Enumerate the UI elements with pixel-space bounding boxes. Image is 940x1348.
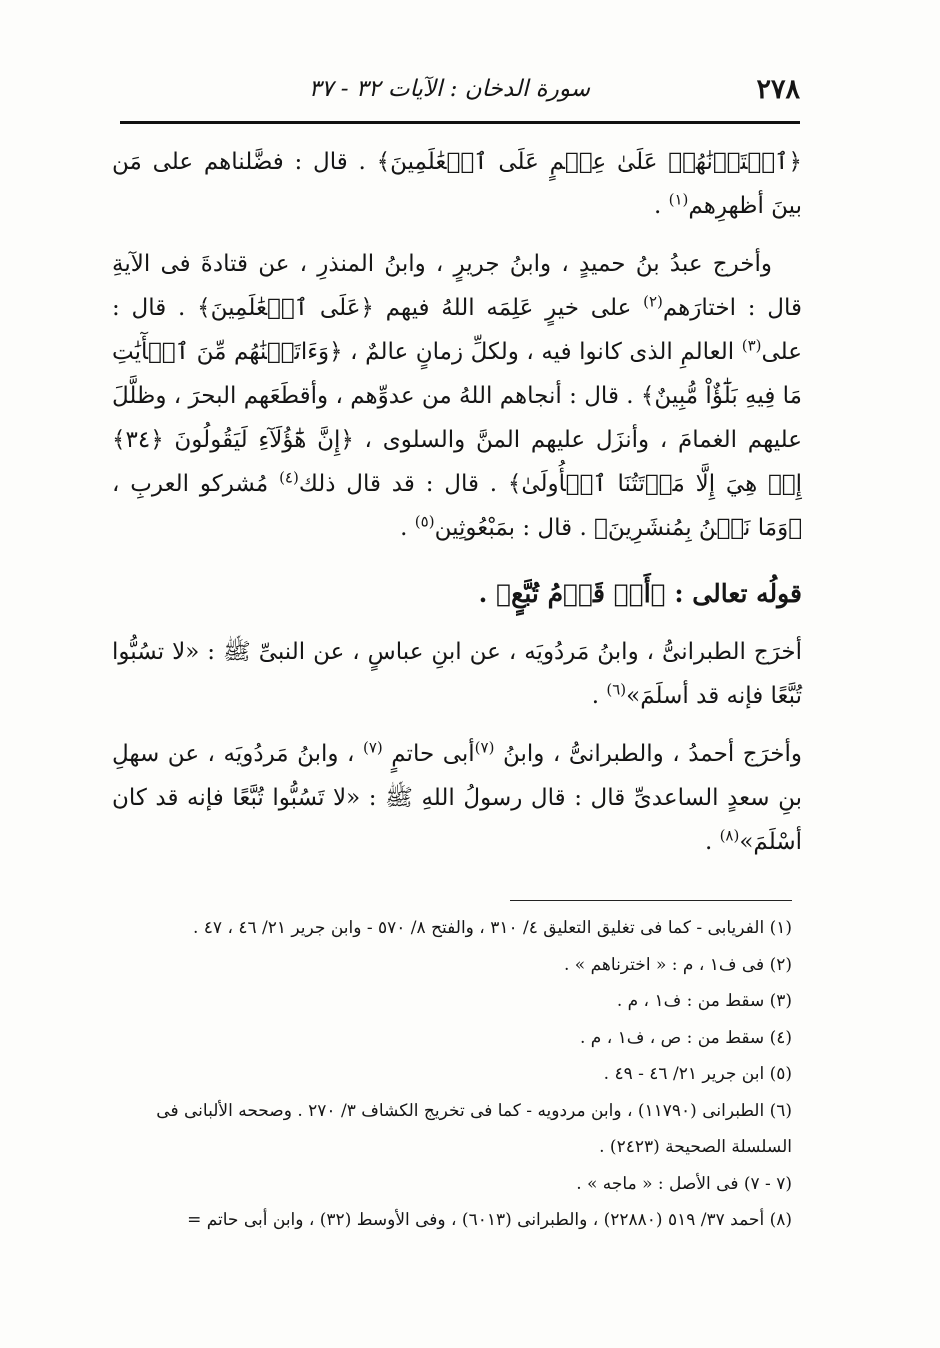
paragraph-3: [112, 630, 802, 718]
footnote-ref-1[interactable]: (١): [668, 190, 689, 209]
paragraph-4-text-c: ، وابنُ مَردُويَه ، عن سهلِ بنِ سعدٍ الساعدىِّ قال : قال رسولُ اللهِ ﷺ : «لا تَسُبُّوا تُبَّعًا فإنه قد كان أسْلَمَ»: [112, 741, 802, 855]
paragraph-4-end: .: [704, 829, 720, 855]
footnote-7: (٧ - ٧) فى الأصل : « ماجه » .: [576, 1173, 792, 1194]
paragraph-2-end: .: [400, 515, 415, 541]
footnote-1: (١) الفريابى - كما فى تغليق التعليق ٤/ ٣١٠ ، والفتح ٨/ ٥٧٠ - وابن جرير ٢١/ ٤٦ ، ٤٧ .: [192, 918, 792, 938]
main-text: [112, 140, 802, 864]
footnote-ref-2[interactable]: (٢): [643, 292, 663, 311]
paragraph-1-end: .: [654, 193, 669, 219]
footnote-2: (٢) فى ف١ ، م : « اخترناهم » .: [564, 954, 792, 975]
paragraph-4: [112, 732, 802, 864]
paragraph-2: [112, 242, 802, 550]
footnote-6: (٦) الطبرانى (١١٧٩٠) ، وابن مردويه - كما فى تخريج الكشاف ٣/ ٢٧٠ . وصححه الألبانى فى: [156, 1100, 792, 1121]
running-header: [120, 70, 800, 120]
paragraph-2-text-d: مُشركو العربِ ، ﴿وَمَا نَحۡنُ بِمُنشَرِينَ﴾ . قال : بمَبْعُوثِين: [112, 471, 802, 541]
paragraph-1: [112, 140, 802, 228]
footnotes: [120, 910, 792, 1239]
heading-verse: ﴿أَمۡ قَوۡمُ تُبَّعٍ﴾: [496, 579, 666, 608]
footnote-8: (٨) أحمد ٣٧/ ٥١٩ (٢٢٨٨٠) ، والطبرانى (٦٠١٣) ، وفى الأوسط (٣٢) ، وابن أبى حاتم =: [187, 1210, 792, 1230]
footnote-5: (٥) ابن جرير ٢١/ ٤٦ - ٤٩ .: [603, 1064, 792, 1084]
footnote-ref-5[interactable]: (٥): [414, 512, 435, 531]
heading-label: قولُه تعالى :: [665, 579, 802, 608]
heading-end: .: [478, 579, 497, 608]
paragraph-2-text-b: على خيرٍ عَلِمَه اللهُ فيهم ﴿عَلَى ٱلۡعَٰلَمِينَ﴾ . قال : على: [112, 295, 802, 365]
paragraph-4-text-a: وأخرَج أحمدُ ، والطبرانىُّ ، وابنُ: [494, 741, 802, 767]
footnote-3: (٣) سقط من : ف١ ، م .: [616, 991, 792, 1011]
header-rule: [120, 121, 800, 124]
paragraph-3-text: أخرَج الطبرانىُّ ، وابنُ مَردُويَه ، عن ابنِ عباسٍ ، عن النبىِّ ﷺ : «لا تسُبُّوا تُبَّعًا فإنه قد أسلَمَ»: [112, 639, 802, 709]
section-heading: [112, 572, 802, 616]
paragraph-3-end: .: [591, 683, 607, 709]
paragraph-2-text-c: العالمِ الذى كانوا فيه ، ولكلِّ زمانٍ عالمٌ ، ﴿وَءَاتَيۡنَٰهُم مِّنَ ٱلۡأٓيَٰتِ مَا فِيهِ بَلَٰٓؤٌاْ مُّبِينٌ﴾ . قال : أنجاهم اللهُ من عدوِّهم ، وأقطَعَهم البحرَ ، وظلَّلَ عليهم الغمامَ ، وأنزَل عليهم المنَّ والسلوى ، ﴿إِنَّ هَٰٓؤُلَآءِ لَيَقُولُونَ ﴿٣٤﴾ إِنۡ هِيَ إِلَّا مَوۡتَتُنَا ٱلۡأُولَىٰ﴾ . قال : قد قال ذلك: [112, 339, 802, 497]
footnote-ref-8[interactable]: (٨): [719, 826, 740, 845]
running-title: سورة الدخان : الآيات ٣٢ - ٣٧: [308, 76, 590, 102]
footnote-rule: [510, 900, 792, 901]
footnote-ref-3[interactable]: (٣): [741, 336, 762, 355]
paragraph-4-text-b: أبى حاتمٍ: [382, 741, 475, 767]
footnote-ref-4[interactable]: (٤): [279, 468, 299, 487]
footnote-4: (٤) سقط من : ص ، ف١ ، م .: [579, 1027, 792, 1048]
footnote-ref-7-start[interactable]: (٧): [474, 738, 495, 757]
paragraph-1-text: ﴿ٱخۡتَرۡنَٰهُمۡ عَلَىٰ عِلۡمٍ عَلَى ٱلۡعَٰلَمِينَ﴾ . قال : فضَّلناهم على مَن بينَ أظهرِهم: [112, 149, 802, 219]
footnote-ref-6[interactable]: (٦): [606, 680, 627, 699]
footnote-6-continued: السلسلة الصحيحة (٢٤٢٣) .: [599, 1137, 792, 1157]
footnote-ref-7-end[interactable]: (٧): [362, 738, 383, 757]
page-number: ٢٧٨: [756, 74, 800, 105]
paragraph-2-text-a: وأخرج عبدُ بنُ حميدٍ ، وابنُ جريرٍ ، وابنُ المنذرِ ، عن قتادةَ فى الآيةِ قال : اختارَهم: [112, 251, 802, 321]
